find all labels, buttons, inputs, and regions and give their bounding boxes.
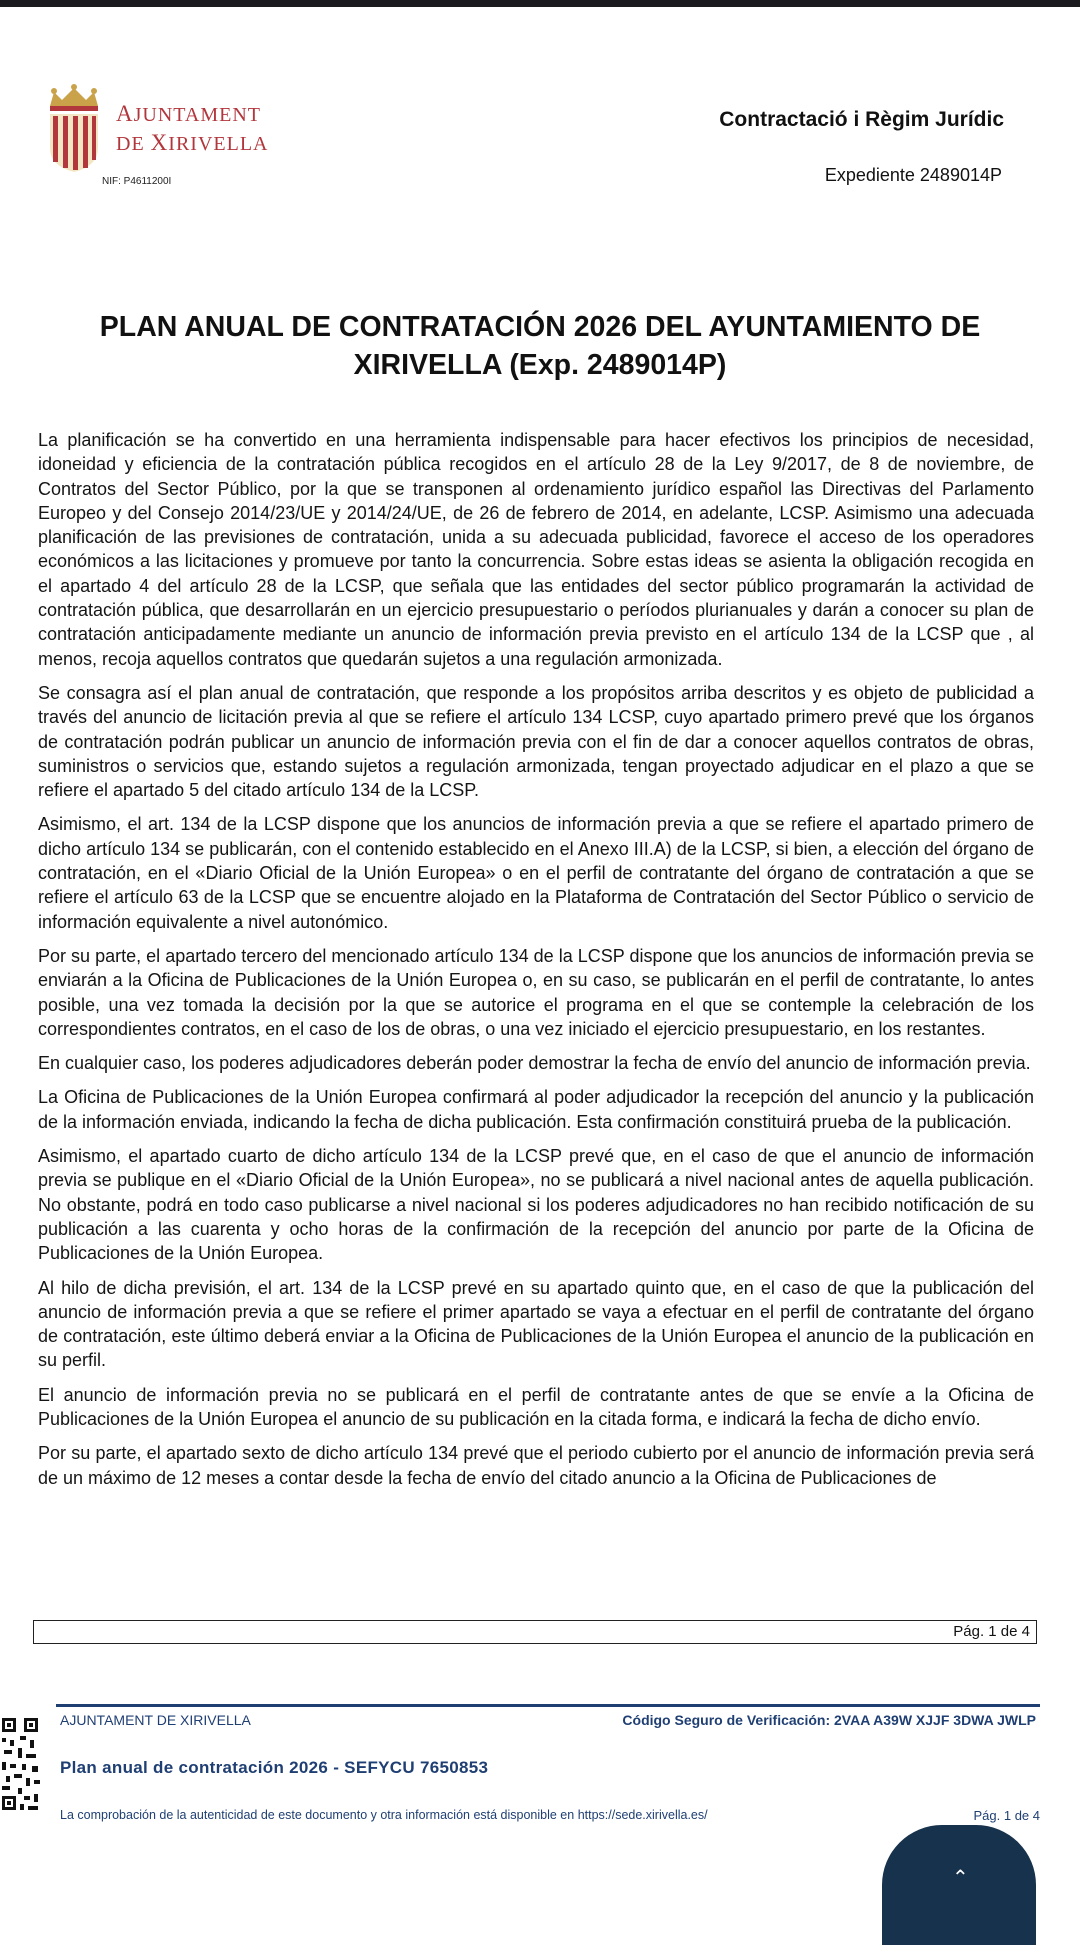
paragraph: Se consagra así el plan anual de contratación, que responde a los propósitos arriba descritos y es objeto de publicidad a través del anuncio de licitación previa al que se refiere el artículo 134 LCSP, cuyo apartado primero prevé que los órganos de contratación podrán publicar un anuncio de información previa con el fin de dar a conocer aquellos contratos de obras, suministros o servicios que, estando sujetos a regulación armonizada, tengan proyectado adjudicar en el plazo a que se refiere el apartado 5 del citado artículo 134 de la LCSP. <box>38 682 1034 801</box>
footer-document-title: Plan anual de contratación 2026 - SEFYCU 7650853 <box>60 1758 489 1777</box>
expediente-number: Expediente 2489014P <box>824 165 1002 185</box>
paragraph: La planificación se ha convertido en una herramienta indispensable para hacer efectivos los principios de necesidad, idoneidad y eficiencia de la contratación pública recogidos en el artículo 28 de la Ley 9/2017, de 8 de noviembre, de Contratos del Sector Público, por la que se transponen al ordenamiento jurídico español las Directivas del Parlamento Europeo y del Consejo 2014/23/UE y 2014/24/UE, de 26 de febrero de 2014, en adelante, LCSP. Asimismo una adecuada planificación de las previsiones de contratación, unida a su adecuada publicidad, favorece el acceso de los operadores económicos a las licitaciones y promueve por tanto la concurrencia. Sobre estas ideas se asienta la obligación recogida en el apartado 4 del artículo 28 de la LCSP, que señala que las entidades del sector público programarán la actividad de contratación pública, que desarrollarán en un ejercicio presupuestario o períodos plurianuales y darán a conocer su plan de contratación anticipadamente mediante un anuncio de información previa previsto en el artículo 134 de la LCSP que , al menos, recoja aquellos contratos que quedarán sujetos a una regulación armonizada. <box>38 430 1034 669</box>
department-name: Contractació i Règim Jurídic <box>719 108 1004 131</box>
qr-code-icon <box>0 1714 44 1814</box>
chevron-up-icon: ⌃ <box>952 1867 969 1889</box>
page-number-box <box>33 1620 1037 1644</box>
document-title <box>60 308 1020 384</box>
paragraph: Al hilo de dicha previsión, el art. 134 de la LCSP prevé en su apartado quinto que, en el caso de que la publicación del anuncio de información previa a que se refiere el primer apartado se vaya a efectuar en el perfil de contratante del órgano de contratación, este último deberá enviar a la Oficina de Publicaciones de la Unión Europea el anuncio de la publicación en su perfil. <box>38 1277 1034 1371</box>
title-line-2: XIRIVELLA (Exp. 2489014P) <box>353 349 727 381</box>
paragraph: La Oficina de Publicaciones de la Unión Europea confirmará al poder adjudicador la recepción del anuncio y la publicación de la información enviada, indicando la fecha de dicha publicación. Esta confirmación constituirá prueba de la publicación. <box>38 1087 1034 1132</box>
title-line-1: PLAN ANUAL DE CONTRATACIÓN 2026 DEL AYUNTAMIENTO DE <box>99 311 981 343</box>
footer-organization: AJUNTAMENT DE XIRIVELLA <box>60 1712 251 1728</box>
logo-wordmark: AJUNTAMENT DE XIRIVELLA <box>116 101 269 155</box>
document-body <box>38 428 1034 1500</box>
paragraph: Asimismo, el apartado cuarto de dicho artículo 134 de la LCSP prevé que, en el caso de que el anuncio de información previa se publique en el «Diario Oficial de la Unión Europea», no se publicará a nivel nacional antes de aquella publicación. No obstante, podrá en todo caso publicarse a nivel nacional si los poderes adjudicadores no han recibido notificación de su publicación a las cuarenta y ocho horas de la confirmación de la recepción del anuncio por parte de la Oficina de Publicaciones de la Unión Europea. <box>38 1146 1034 1264</box>
top-status-strip <box>0 0 1080 7</box>
paragraph: El anuncio de información previa no se publicará en el perfil de contratante antes de que se envíe a la Oficina de Publicaciones de la Unión Europea el anuncio de su publicación en la citada forma, e indicará la fecha de dicho envío. <box>38 1384 1034 1429</box>
verification-code: Código Seguro de Verificación: 2VAA A39W XJJF 3DWA JWLP <box>622 1712 1036 1728</box>
paragraph: Asimismo, el art. 134 de la LCSP dispone que los anuncios de información previa a que se refiere el apartado primero de dicho artículo 134 se publicarán, con el contenido establecido en el Anexo III.A) de la LCSP, si bien, a elección del órgano de contratación, en el «Diario Oficial de la Unión Europea» o en el perfil de contratante del órgano de contratación a que se refiere el artículo 63 de la LCSP que se encuentre alojado en la Plataforma de Contratación del Sector Público o servicio de información equivalente a nivel autonómico. <box>38 814 1034 932</box>
paragraph: Por su parte, el apartado tercero del mencionado artículo 134 de la LCSP dispone que los anuncios de información previa se enviarán a la Oficina de Publicaciones de la Unión Europea o, en su caso, se publicarán en el perfil de contratante, lo antes posible, una vez tomada la decisión por la que se autorice el programa en el que se contemple la celebración de los correspondientes contratos, en el caso de los de obras, o una vez iniciado el ejercicio presupuestario, en los restantes. <box>38 945 1034 1039</box>
nif-label: NIF: P4611200I <box>102 176 172 187</box>
paragraph: En cualquier caso, los poderes adjudicadores deberán poder demostrar la fecha de envío del anuncio de información previa. <box>38 1053 1031 1074</box>
footer-page-number: Pág. 1 de 4 <box>973 1808 1040 1823</box>
floating-action-button[interactable] <box>882 1825 1036 1945</box>
footer-divider <box>56 1704 1040 1707</box>
page-number: Pág. 1 de 4 <box>953 1623 1030 1640</box>
document-header <box>0 78 1080 198</box>
paragraph: Por su parte, el apartado sexto de dicho artículo 134 prevé que el periodo cubierto por el anuncio de información previa será de un máximo de 12 meses a contar desde la fecha de envío del citado anuncio a la Oficina de Publicaciones de <box>38 1443 1034 1488</box>
authenticity-note: La comprobación de la autenticidad de este documento y otra información está disponible en https://sede.xirivella.es/ <box>60 1808 708 1822</box>
municipal-crest-logo <box>40 82 108 172</box>
